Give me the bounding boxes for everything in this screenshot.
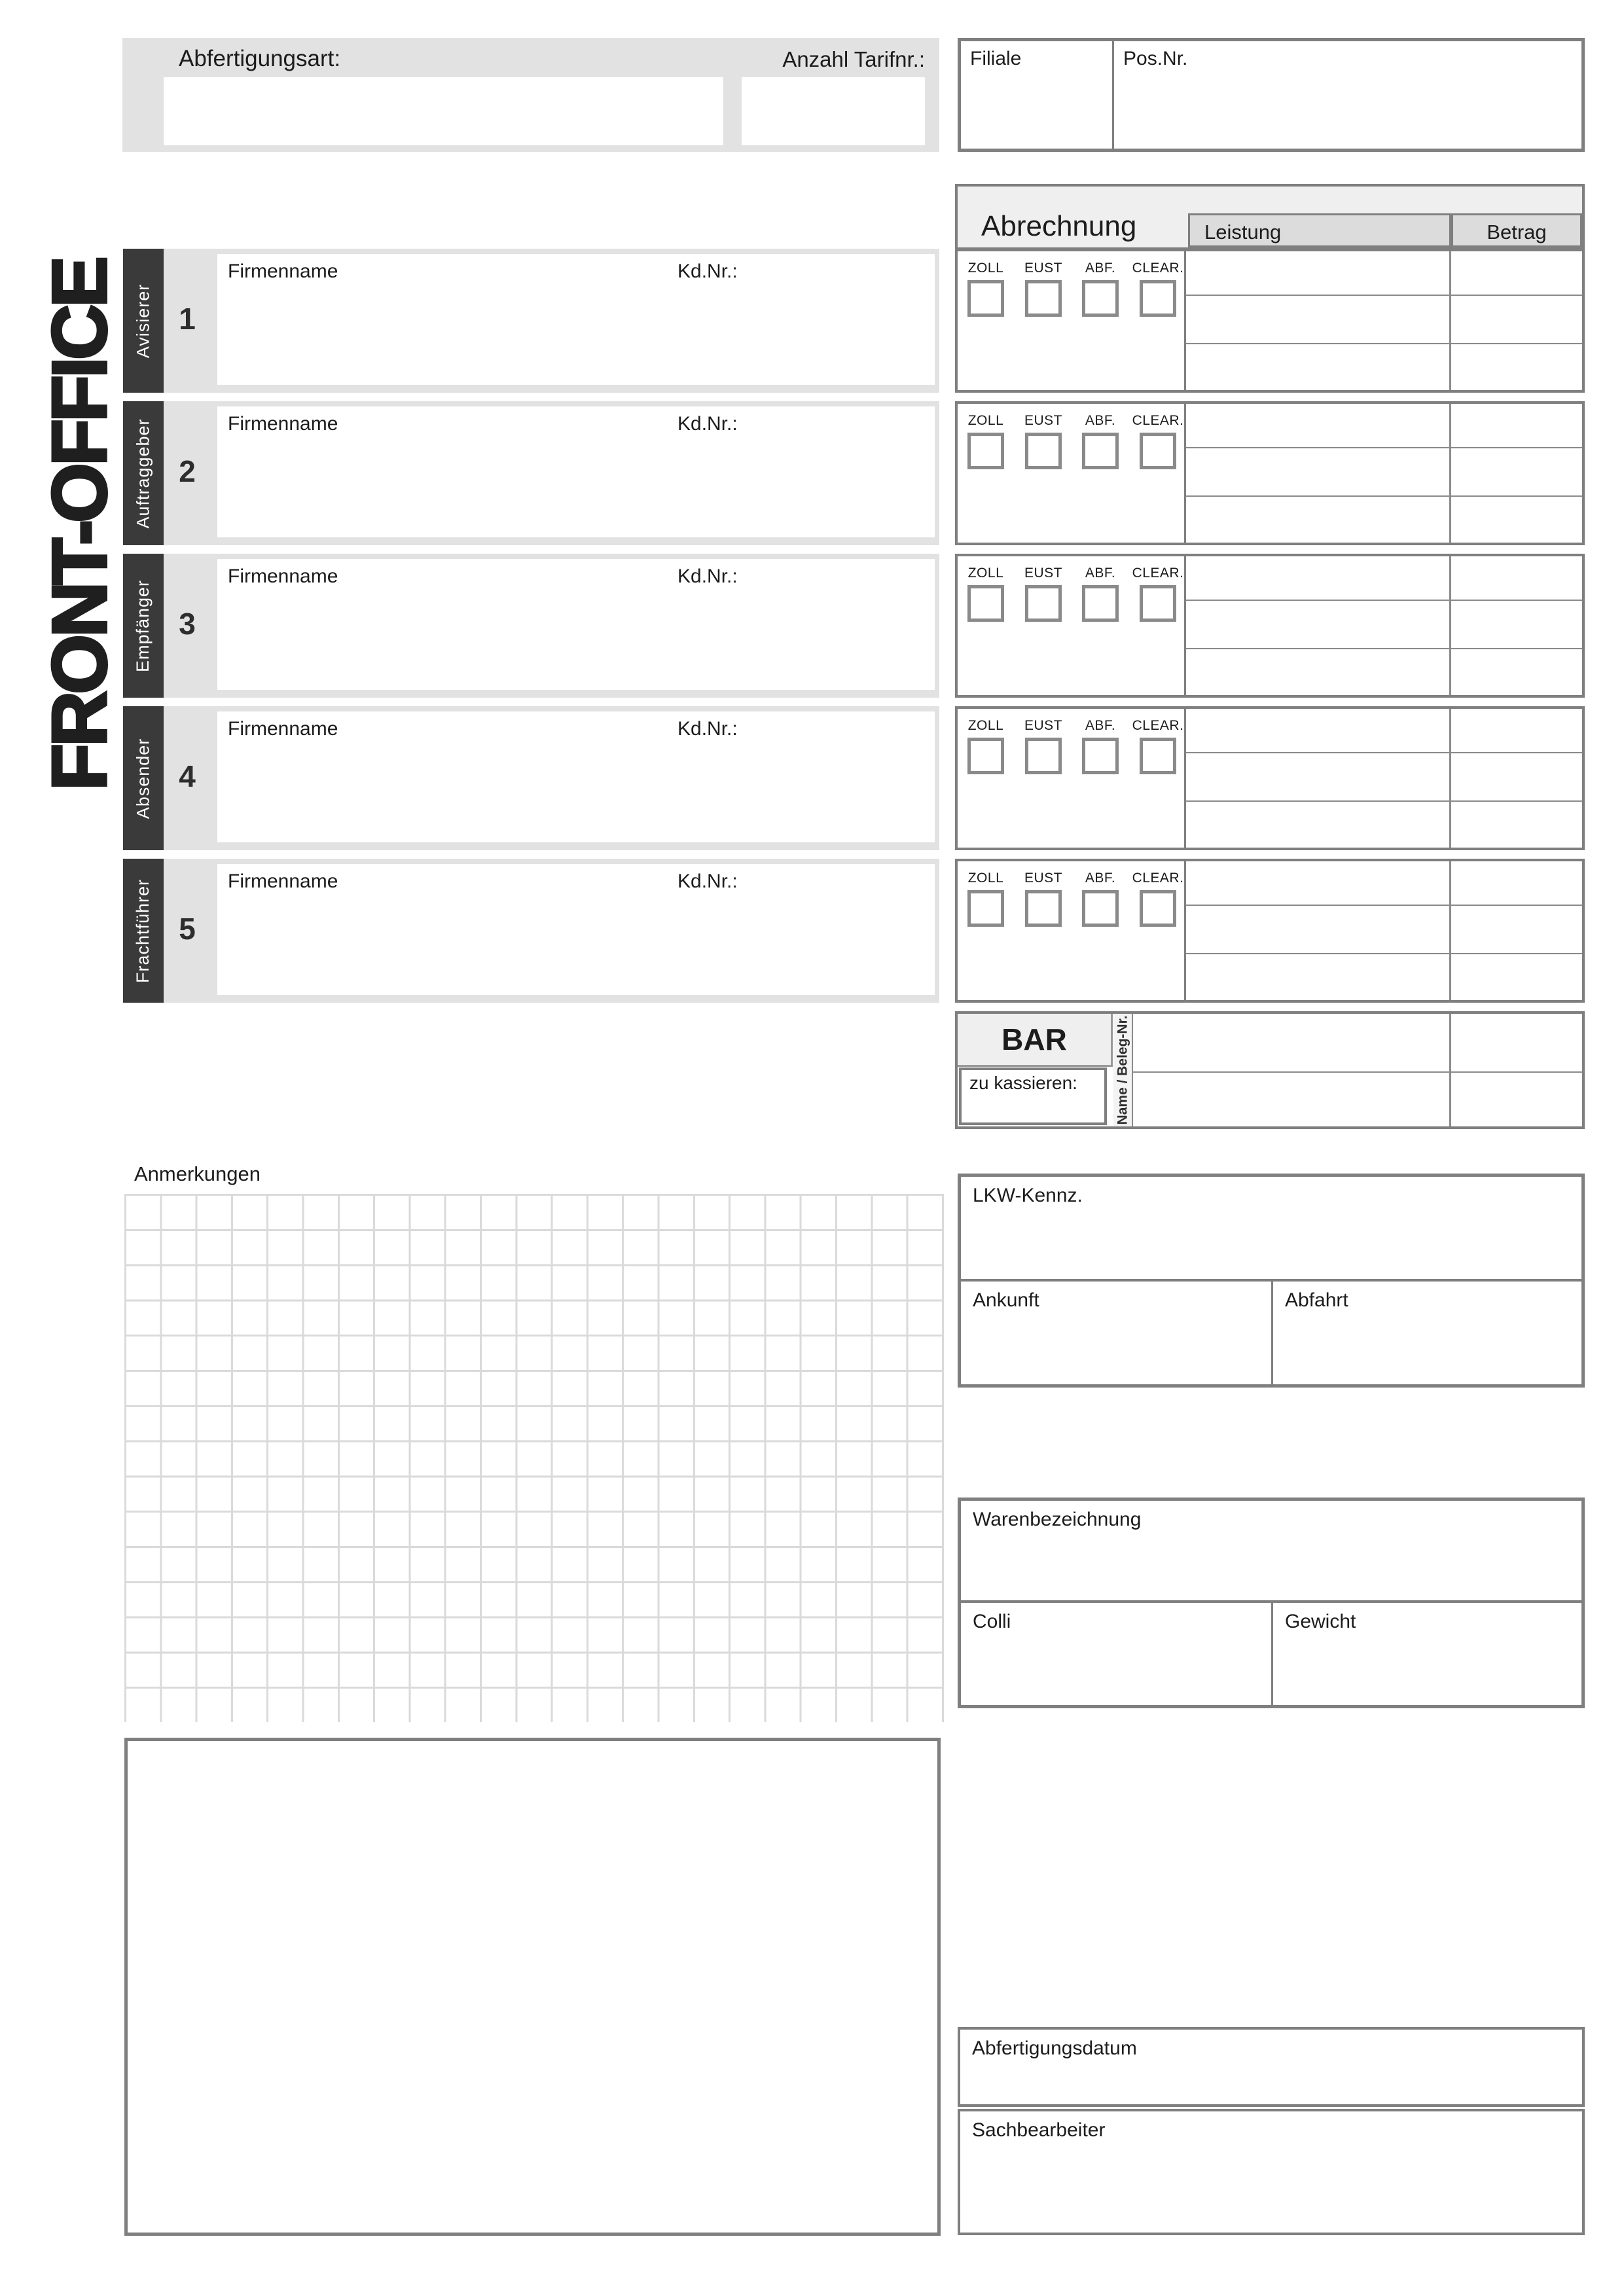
row-block-3 — [123, 554, 1585, 698]
leistung-cell[interactable] — [1186, 497, 1449, 543]
leistung-cell[interactable] — [1133, 1014, 1449, 1070]
firmenname-label: Firmenname — [228, 718, 338, 740]
abrechnung-block — [955, 554, 1585, 698]
row-role-label: Avisierer — [133, 283, 153, 358]
abfertigungsdatum-field[interactable] — [958, 2027, 1585, 2107]
eust-checkbox[interactable] — [1025, 280, 1062, 317]
checkbox-cell-eust — [1025, 260, 1062, 317]
kdnr-label: Kd.Nr.: — [677, 260, 738, 282]
firmenname-input[interactable] — [217, 254, 935, 385]
betrag-cell[interactable] — [1451, 649, 1582, 695]
kdnr-label: Kd.Nr.: — [677, 718, 738, 740]
row-role-label: Auftraggeber — [133, 418, 153, 529]
abrechnung-block — [955, 706, 1585, 850]
bar-section — [955, 1011, 1585, 1129]
betrag-cell[interactable] — [1451, 709, 1582, 752]
checkbox-cell-zoll — [967, 718, 1004, 774]
clear-checkbox[interactable] — [1140, 738, 1176, 774]
betrag-cell[interactable] — [1451, 753, 1582, 800]
abf-label: ABF. — [1085, 565, 1116, 581]
colli-field[interactable] — [961, 1603, 1273, 1705]
ankunft-field[interactable] — [961, 1282, 1273, 1384]
zu-kassieren-label: zu kassieren: — [969, 1073, 1077, 1093]
gewicht-label: Gewicht — [1285, 1611, 1356, 1632]
abf-label: ABF. — [1085, 718, 1116, 733]
abf-label: ABF. — [1085, 260, 1116, 276]
checkbox-cell-eust — [1025, 870, 1062, 927]
betrag-cell[interactable] — [1451, 404, 1582, 447]
betrag-cell[interactable] — [1451, 497, 1582, 543]
eust-checkbox[interactable] — [1025, 433, 1062, 469]
zoll-label: ZOLL — [967, 565, 1004, 581]
filiale-posnr-box — [958, 38, 1585, 152]
leistung-cell[interactable] — [1186, 709, 1449, 752]
warenbezeichnung-label: Warenbezeichnung — [973, 1509, 1142, 1530]
row-block-1 — [123, 249, 1585, 393]
checkbox-cell-eust — [1025, 718, 1062, 774]
zoll-label: ZOLL — [967, 870, 1004, 886]
row-number: 5 — [179, 912, 196, 946]
leistung-cell[interactable] — [1186, 906, 1449, 953]
betrag-cell[interactable] — [1451, 861, 1582, 905]
clear-label: CLEAR. — [1132, 718, 1184, 733]
firmenname-label: Firmenname — [228, 413, 338, 435]
leistung-cell[interactable] — [1186, 556, 1449, 600]
gewicht-field[interactable] — [1273, 1603, 1581, 1705]
sachbearbeiter-label: Sachbearbeiter — [972, 2119, 1106, 2141]
kdnr-label: Kd.Nr.: — [677, 413, 738, 435]
betrag-cell[interactable] — [1451, 954, 1582, 1000]
clear-checkbox[interactable] — [1140, 890, 1176, 927]
kdnr-label: Kd.Nr.: — [677, 565, 738, 587]
abrechnung-title: Abrechnung — [981, 210, 1137, 242]
abrechnung-block — [955, 401, 1585, 545]
checkbox-cell-eust — [1025, 565, 1062, 622]
checkbox-cell-zoll — [967, 260, 1004, 317]
betrag-cell[interactable] — [1451, 251, 1582, 295]
firmenname-input[interactable] — [217, 559, 935, 690]
abfahrt-field[interactable] — [1273, 1282, 1581, 1384]
firmenname-label: Firmenname — [228, 260, 338, 282]
checkbox-cell-abf — [1082, 718, 1119, 774]
clear-label: CLEAR. — [1132, 413, 1184, 428]
row-number: 4 — [179, 759, 196, 793]
zoll-label: ZOLL — [967, 260, 1004, 276]
bar-label: BAR — [1001, 1022, 1067, 1056]
zoll-label: ZOLL — [967, 413, 1004, 428]
abf-label: ABF. — [1085, 413, 1116, 428]
abrechnung-block — [955, 859, 1585, 1003]
pos-nr-field[interactable] — [1114, 41, 1581, 149]
abf-checkbox[interactable] — [1082, 280, 1119, 317]
leistung-cell[interactable] — [1186, 802, 1449, 848]
zoll-checkbox[interactable] — [967, 738, 1004, 774]
name-beleg-strip — [1113, 1014, 1132, 1126]
betrag-cell[interactable] — [1451, 601, 1582, 648]
checkbox-cell-clear — [1132, 870, 1184, 927]
anzahl-tarifnr-input[interactable] — [742, 77, 925, 145]
clear-label: CLEAR. — [1132, 565, 1184, 581]
abfertigungsart-input[interactable] — [164, 77, 723, 145]
notes-box[interactable] — [124, 1738, 941, 2236]
bar-box — [958, 1014, 1113, 1067]
page-title: FRONT-OFFICE — [37, 259, 123, 791]
leistung-cell[interactable] — [1186, 601, 1449, 648]
checkbox-cell-abf — [1082, 565, 1119, 622]
checkbox-cell-zoll — [967, 565, 1004, 622]
row-role-label: Frachtführer — [133, 878, 153, 983]
ware-section — [958, 1498, 1585, 1708]
colli-label: Colli — [973, 1611, 1011, 1632]
row-number: 3 — [179, 607, 196, 641]
leistung-cell[interactable] — [1186, 251, 1449, 295]
row-number: 2 — [179, 454, 196, 488]
abf-checkbox[interactable] — [1082, 890, 1119, 927]
abf-checkbox[interactable] — [1082, 738, 1119, 774]
checkbox-cell-zoll — [967, 413, 1004, 469]
lkw-kennz-field[interactable] — [961, 1177, 1581, 1282]
betrag-cell[interactable] — [1451, 448, 1582, 495]
checkbox-cell-clear — [1132, 413, 1184, 469]
abfertigungsdatum-label: Abfertigungsdatum — [972, 2037, 1137, 2059]
eust-label: EUST — [1024, 718, 1063, 733]
betrag-cell[interactable] — [1451, 1014, 1582, 1070]
leistung-cell[interactable] — [1186, 861, 1449, 905]
clear-label: CLEAR. — [1132, 260, 1184, 276]
leistung-cell[interactable] — [1186, 649, 1449, 695]
leistung-cell[interactable] — [1186, 448, 1449, 495]
betrag-cell[interactable] — [1451, 1074, 1582, 1126]
checkbox-cell-abf — [1082, 413, 1119, 469]
betrag-column-header — [1451, 213, 1582, 247]
checkbox-cell-zoll — [967, 870, 1004, 927]
leistung-cell[interactable] — [1186, 344, 1449, 390]
eust-label: EUST — [1024, 260, 1063, 276]
zoll-checkbox[interactable] — [967, 280, 1004, 317]
name-beleg-label: Name / Beleg-Nr. — [1115, 1015, 1130, 1125]
abf-label: ABF. — [1085, 870, 1116, 886]
zoll-label: ZOLL — [967, 718, 1004, 733]
row-role-strip — [123, 706, 164, 850]
abf-checkbox[interactable] — [1082, 433, 1119, 469]
firmenname-label: Firmenname — [228, 870, 338, 892]
row-role-strip — [123, 859, 164, 1003]
row-block-5 — [123, 859, 1585, 1003]
abf-checkbox[interactable] — [1082, 585, 1119, 622]
eust-label: EUST — [1024, 565, 1063, 581]
leistung-cell[interactable] — [1186, 753, 1449, 800]
checkbox-cell-eust — [1025, 413, 1062, 469]
leistung-column-header — [1188, 213, 1451, 247]
row-role-strip — [123, 401, 164, 545]
anzahl-tarifnr-label: Anzahl Tarifnr.: — [782, 47, 925, 71]
clear-checkbox[interactable] — [1140, 280, 1176, 317]
clear-checkbox[interactable] — [1140, 585, 1176, 622]
leistung-cell[interactable] — [1186, 954, 1449, 1000]
eust-label: EUST — [1024, 870, 1063, 886]
row-role-label: Empfänger — [133, 579, 153, 672]
row-block-4 — [123, 706, 1585, 850]
leistung-cell[interactable] — [1186, 404, 1449, 447]
zoll-checkbox[interactable] — [967, 585, 1004, 622]
anmerkungen-grid[interactable] — [124, 1194, 944, 1722]
sachbearbeiter-field[interactable] — [958, 2109, 1585, 2235]
firmenname-input[interactable] — [217, 406, 935, 537]
firmenname-input[interactable] — [217, 711, 935, 842]
row-role-strip — [123, 249, 164, 393]
kdnr-label: Kd.Nr.: — [677, 870, 738, 892]
checkbox-cell-abf — [1082, 870, 1119, 927]
lkw-kennz-label: LKW-Kennz. — [973, 1185, 1083, 1206]
betrag-cell[interactable] — [1451, 344, 1582, 390]
row-role-label: Absender — [133, 738, 153, 819]
ankunft-label: Ankunft — [973, 1289, 1039, 1311]
eust-checkbox[interactable] — [1025, 738, 1062, 774]
filiale-label: Filiale — [970, 48, 1022, 69]
checkbox-cell-clear — [1132, 260, 1184, 317]
checkbox-cell-clear — [1132, 718, 1184, 774]
betrag-cell[interactable] — [1451, 802, 1582, 848]
abfahrt-label: Abfahrt — [1285, 1289, 1348, 1311]
row-role-strip — [123, 554, 164, 698]
betrag-cell[interactable] — [1451, 906, 1582, 953]
zoll-checkbox[interactable] — [967, 433, 1004, 469]
clear-checkbox[interactable] — [1140, 433, 1176, 469]
row-divider — [1133, 1071, 1582, 1073]
row-number: 1 — [179, 302, 196, 336]
zu-kassieren-field[interactable] — [959, 1067, 1107, 1125]
firmenname-label: Firmenname — [228, 565, 338, 587]
clear-label: CLEAR. — [1132, 870, 1184, 886]
abfertigungsart-label: Abfertigungsart: — [179, 46, 341, 71]
lkw-section — [958, 1174, 1585, 1388]
checkbox-cell-clear — [1132, 565, 1184, 622]
abrechnung-header — [955, 184, 1585, 250]
betrag-cell[interactable] — [1451, 296, 1582, 343]
filiale-field[interactable] — [961, 41, 1114, 149]
pos-nr-label: Pos.Nr. — [1123, 48, 1188, 69]
leistung-cell[interactable] — [1133, 1074, 1449, 1126]
eust-checkbox[interactable] — [1025, 890, 1062, 927]
eust-checkbox[interactable] — [1025, 585, 1062, 622]
betrag-label: Betrag — [1487, 221, 1547, 243]
leistung-label: Leistung — [1204, 221, 1282, 243]
zoll-checkbox[interactable] — [967, 890, 1004, 927]
leistung-cell[interactable] — [1186, 296, 1449, 343]
anmerkungen-label: Anmerkungen — [134, 1162, 261, 1185]
row-block-2 — [123, 401, 1585, 545]
checkbox-cell-abf — [1082, 260, 1119, 317]
firmenname-input[interactable] — [217, 864, 935, 995]
betrag-cell[interactable] — [1451, 556, 1582, 600]
eust-label: EUST — [1024, 413, 1063, 428]
abrechnung-block — [955, 249, 1585, 393]
header-panel — [122, 38, 939, 152]
warenbezeichnung-field[interactable] — [961, 1501, 1581, 1603]
